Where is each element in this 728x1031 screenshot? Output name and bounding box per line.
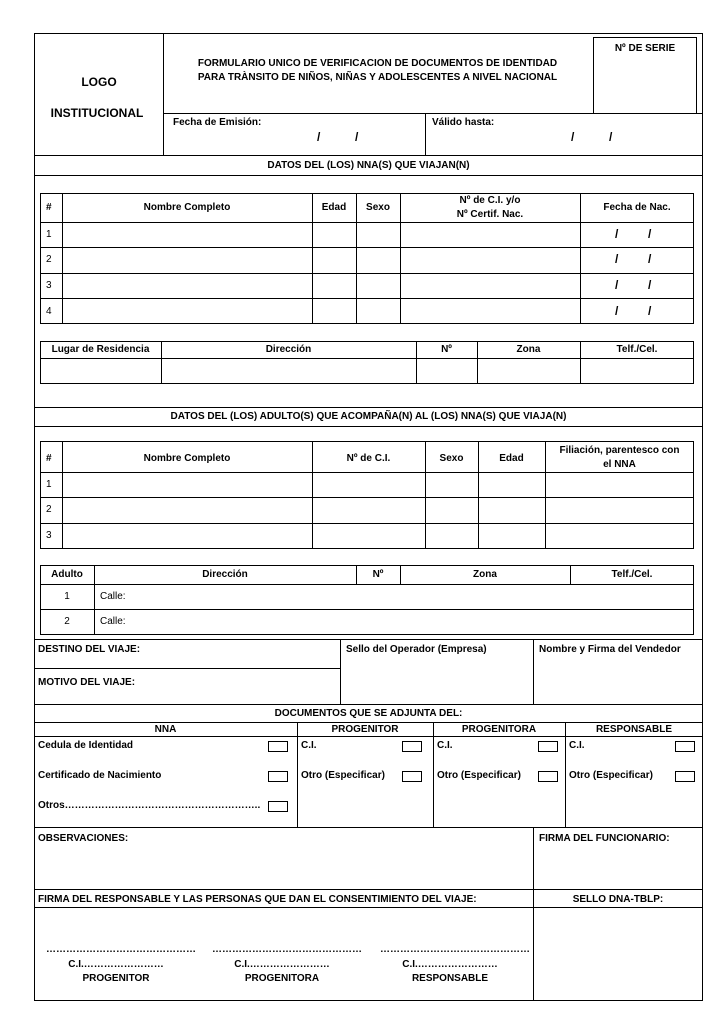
col-sex: Sexo	[366, 202, 390, 213]
adult-address-col-zone: Zona	[473, 569, 497, 580]
col-birth-date: Fecha de Nac.	[603, 202, 671, 213]
signature-ci-responsable: C.I.……………………	[402, 959, 498, 970]
adult-col-full-name: Nombre Completo	[143, 453, 231, 464]
signature-line-progenitor: ………………………………………	[46, 944, 196, 955]
issue-date-slash-1: /	[317, 130, 321, 144]
row-number: 1	[46, 229, 52, 240]
row-number: 3	[46, 280, 52, 291]
birth-slash: /	[615, 304, 619, 318]
issue-date-label: Fecha de Emisión:	[173, 117, 262, 128]
nna-others-checkbox[interactable]	[268, 801, 288, 812]
adult-address-street: Calle:	[100, 616, 126, 627]
responsable-other-label: Otro (Especificar)	[569, 770, 653, 781]
signature-role-progenitora: PROGENITORA	[244, 973, 320, 984]
officer-signature-label: FIRMA DEL FUNCIONARIO:	[539, 833, 670, 844]
birth-slash: /	[648, 252, 652, 266]
birth-slash: /	[648, 304, 652, 318]
valid-until-label: Válido hasta:	[432, 117, 495, 128]
nna-id-checkbox[interactable]	[268, 741, 288, 752]
form-title-line1: FORMULARIO UNICO DE VERIFICACION DE DOCUMENTOS DE IDENTIDAD	[197, 58, 558, 69]
row-number: 4	[46, 306, 52, 317]
signature-ci-progenitor: C.I.……………………	[68, 959, 164, 970]
birth-slash: /	[648, 278, 652, 292]
adult-row-number: 3	[46, 530, 52, 541]
responsable-other-checkbox[interactable]	[675, 771, 695, 782]
valid-date-slash-2: /	[609, 130, 613, 144]
adult-address-row-number: 2	[64, 616, 70, 627]
signature-role-progenitor: PROGENITOR	[82, 973, 150, 984]
adult-col-kinship-line1: Filiación, parentesco con	[559, 445, 680, 456]
birth-slash: /	[648, 227, 652, 241]
seller-label: Nombre y Firma del Vendedor	[539, 644, 681, 655]
col-full-name: Nombre Completo	[143, 202, 231, 213]
documents-col-progenitora: PROGENITORA	[461, 724, 537, 735]
adult-col-age: Edad	[499, 453, 524, 464]
adult-row-number: 1	[46, 479, 52, 490]
progenitora-ci-checkbox[interactable]	[538, 741, 558, 752]
progenitor-ci-label: C.I.	[301, 740, 317, 751]
signature-role-responsable: RESPONSABLE	[411, 973, 489, 984]
progenitora-ci-label: C.I.	[437, 740, 453, 751]
adult-col-kinship-line2: el NNA	[603, 459, 636, 470]
col-zone: Zona	[516, 344, 541, 355]
progenitora-other-label: Otro (Especificar)	[437, 770, 521, 781]
col-age: Edad	[321, 202, 347, 213]
institution-label: INSTITUCIONAL	[50, 106, 144, 120]
documents-col-nna: NNA	[154, 724, 177, 735]
dna-seal-label: SELLO DNA-TBLP:	[572, 894, 664, 905]
col-phone: Telf./Cel.	[616, 344, 658, 355]
col-number: #	[46, 202, 52, 213]
issue-date-slash-2: /	[355, 130, 359, 144]
nna-id-label: Cedula de Identidad	[38, 740, 134, 751]
col-residence: Lugar de Residencia	[51, 344, 150, 355]
row-number: 2	[46, 254, 52, 265]
adult-address-street: Calle:	[100, 591, 126, 602]
minors-section-title: DATOS DEL (LOS) NNA(S) QUE VIAJAN(N)	[267, 160, 470, 171]
serial-label: Nº DE SERIE	[614, 43, 676, 54]
operator-seal-label: Sello del Operador (Empresa)	[346, 644, 487, 655]
adult-row-number: 2	[46, 504, 52, 515]
col-ci-line2: Nº Certif. Nac.	[456, 209, 524, 220]
adult-address-col-address: Dirección	[202, 569, 248, 580]
nna-birth-cert-label: Certificado de Nacimiento	[38, 770, 162, 781]
adult-address-col-adult: Adulto	[51, 569, 83, 580]
form-title-line2: PARA TRÀNSITO DE NIÑOS, NIÑAS Y ADOLESCENTES A NIVEL NACIONAL	[197, 72, 558, 83]
adult-address-col-phone: Telf./Cel.	[611, 569, 653, 580]
progenitora-other-checkbox[interactable]	[538, 771, 558, 782]
col-ci-line1: Nº de C.I. y/o	[459, 195, 521, 206]
progenitor-other-checkbox[interactable]	[402, 771, 422, 782]
adult-col-sex: Sexo	[439, 453, 464, 464]
birth-slash: /	[615, 278, 619, 292]
signatures-title: FIRMA DEL RESPONSABLE Y LAS PERSONAS QUE DAN EL CONSENTIMIENTO DEL VIAJE:	[38, 894, 477, 905]
nna-others-label: Otros…………………………………………………..	[38, 800, 261, 811]
adults-section-title: DATOS DEL (LOS) ADULTO(S) QUE ACOMPAÑA(N) AL (LOS) NNA(S) QUE VIAJA(N)	[170, 411, 567, 422]
progenitor-other-label: Otro (Especificar)	[301, 770, 385, 781]
documents-section-title: DOCUMENTOS QUE SE ADJUNTA DEL:	[274, 708, 463, 719]
observations-label: OBSERVACIONES:	[38, 833, 129, 844]
col-street-number: Nº	[441, 344, 452, 355]
reason-label: MOTIVO DEL VIAJE:	[38, 677, 136, 688]
signature-ci-progenitora: C.I.……………………	[234, 959, 330, 970]
responsable-ci-label: C.I.	[569, 740, 585, 751]
documents-col-progenitor: PROGENITOR	[331, 724, 399, 735]
signature-line-progenitora: ………………………………………	[212, 944, 362, 955]
col-address: Dirección	[265, 344, 312, 355]
adult-col-ci: Nº de C.I.	[346, 453, 391, 464]
destination-label: DESTINO DEL VIAJE:	[38, 644, 141, 655]
adult-address-col-number: Nº	[372, 569, 384, 580]
adult-address-row-number: 1	[64, 591, 70, 602]
adult-col-number: #	[46, 453, 52, 464]
responsable-ci-checkbox[interactable]	[675, 741, 695, 752]
valid-date-slash-1: /	[571, 130, 575, 144]
birth-slash: /	[615, 252, 619, 266]
signature-line-responsable: ………………………………………	[380, 944, 530, 955]
logo-label: LOGO	[81, 75, 117, 89]
progenitor-ci-checkbox[interactable]	[402, 741, 422, 752]
documents-col-responsable: RESPONSABLE	[595, 724, 673, 735]
birth-slash: /	[615, 227, 619, 241]
nna-birth-cert-checkbox[interactable]	[268, 771, 288, 782]
